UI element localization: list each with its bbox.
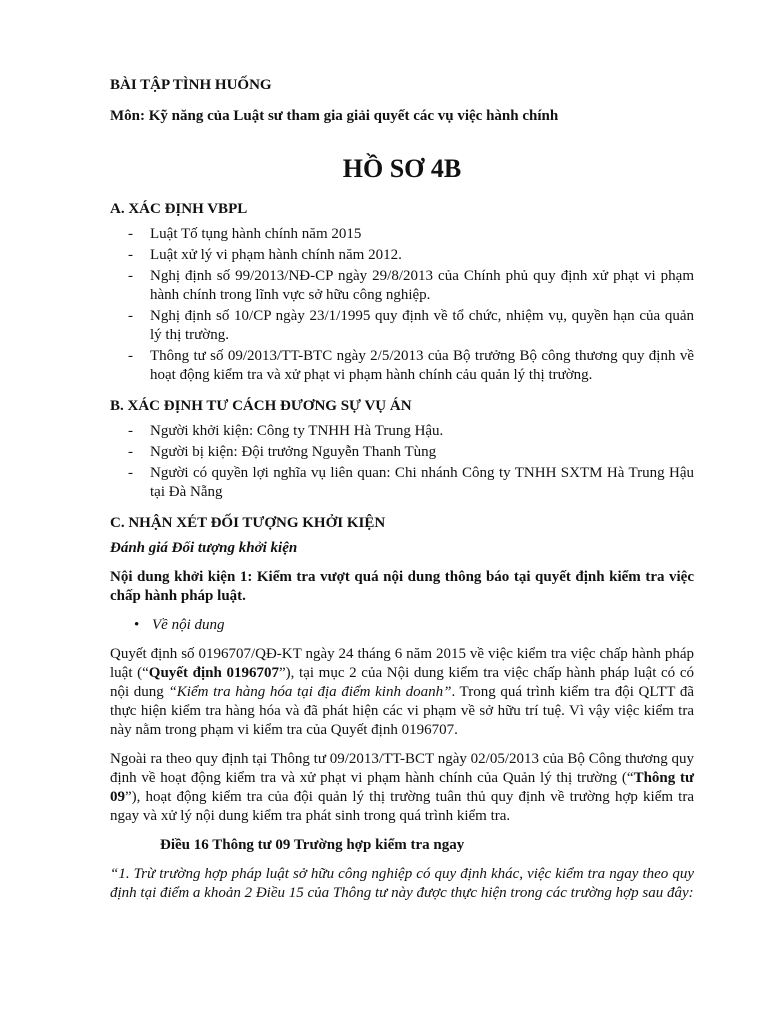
paragraph-1 xyxy=(110,645,694,740)
list-item: - Nghị định số 10/CP ngày 23/1/1995 quy định về tổ chức, nhiệm vụ, quyền hạn của quản lý thị trường. xyxy=(150,307,694,345)
text-run: ”), tại mục 2 của Nội dung kiểm tra việc chấp hành pháp luật có có nội dung xyxy=(110,665,694,700)
content-bullet xyxy=(134,616,694,635)
section-a-heading: A. XÁC ĐỊNH VBPL xyxy=(110,201,248,217)
text-run-italic: “Kiểm tra hàng hóa tại địa điểm kinh doanh” xyxy=(168,684,452,700)
text-run: ”), hoạt động kiểm tra của đội quản lý thị trường tuân thủ quy định về trường hợp kiểm tra ngay và xử lý nội dung kiểm tra phát sinh trong quá trình kiểm tra. xyxy=(110,789,694,824)
section-c-heading: C. NHẬN XÉT ĐỐI TƯỢNG KHỞI KIỆN xyxy=(110,515,386,531)
text-run: Ngoài ra theo quy định tại Thông tư 09/2013/TT-BCT ngày 02/05/2013 của Bộ Công thương quy định về hoạt động kiểm tra và xử phạt vi phạm hành chính của Quản lý thị trường (“ xyxy=(110,751,694,786)
bullet-dot-icon: • xyxy=(134,617,140,633)
list-item: - Người bị kiện: Đội trưởng Nguyễn Thanh Tùng xyxy=(150,443,694,462)
text-run-bold: Thông tư 09 xyxy=(110,770,694,805)
paragraph-2 xyxy=(110,750,694,826)
section-b-heading: B. XÁC ĐỊNH TƯ CÁCH ĐƯƠNG SỰ VỤ ÁN xyxy=(110,398,412,414)
text-run: Quyết định số 0196707/QĐ-KT ngày 24 tháng 6 năm 2015 về việc kiểm tra việc chấp hành pháp luật (“ xyxy=(110,646,694,681)
section-b-list xyxy=(110,422,694,502)
list-item: - Nghị định số 99/2013/NĐ-CP ngày 29/8/2013 của Chính phủ quy định xử phạt vi phạm hành chính trong lĩnh vực sở hữu công nghiệp. xyxy=(150,267,694,305)
section-a-list xyxy=(110,225,694,385)
claim-1-heading: Nội dung khởi kiện 1: Kiểm tra vượt quá nội dung thông báo tại quyết định kiểm tra việc chấp hành pháp luật. xyxy=(110,569,694,604)
case-heading: HỒ SƠ 4B xyxy=(342,154,462,183)
doc-title: BÀI TẬP TÌNH HUỐNG xyxy=(110,77,272,93)
list-item: - Luật xử lý vi phạm hành chính năm 2012. xyxy=(150,246,694,265)
text-run-bold: Quyết định 0196707 xyxy=(148,665,279,681)
list-item: - Người khởi kiện: Công ty TNHH Hà Trung Hậu. xyxy=(150,422,694,441)
bullet-label: Về nội dung xyxy=(152,617,225,633)
article-quote: “1. Trừ trường hợp pháp luật sở hữu công nghiệp có quy định khác, việc kiểm tra ngay theo quy định tại điểm a khoản 2 Điều 15 của Thông tư này được thực hiện trong các trường hợp sau đây: xyxy=(110,866,694,901)
text-run: . Trong quá trình kiểm tra đội QLTT đã thực hiện kiểm tra hàng hóa và đã phát hiện các vi phạm về sở hữu trí tuệ. Vì vậy việc kiểm tra này nằm trong phạm vi kiểm tra của Quyết định 0196707. xyxy=(110,684,694,738)
article-heading: Điều 16 Thông tư 09 Trường hợp kiểm tra ngay xyxy=(160,837,465,853)
list-item: - Người có quyền lợi nghĩa vụ liên quan: Chi nhánh Công ty TNHH SXTM Hà Trung Hậu tại Đà Nẵng xyxy=(150,464,694,502)
list-item: - Thông tư số 09/2013/TT-BTC ngày 2/5/2013 của Bộ trưởng Bộ công thương quy định về hoạt động kiểm tra và xử phạt vi phạm hành chính cảu quản lý thị trường. xyxy=(150,347,694,385)
list-item: - Luật Tố tụng hành chính năm 2015 xyxy=(150,225,694,244)
evaluation-subheading: Đánh giá Đối tượng khởi kiện xyxy=(110,540,298,556)
doc-subject: Môn: Kỹ năng của Luật sư tham gia giải quyết các vụ việc hành chính xyxy=(110,108,559,124)
